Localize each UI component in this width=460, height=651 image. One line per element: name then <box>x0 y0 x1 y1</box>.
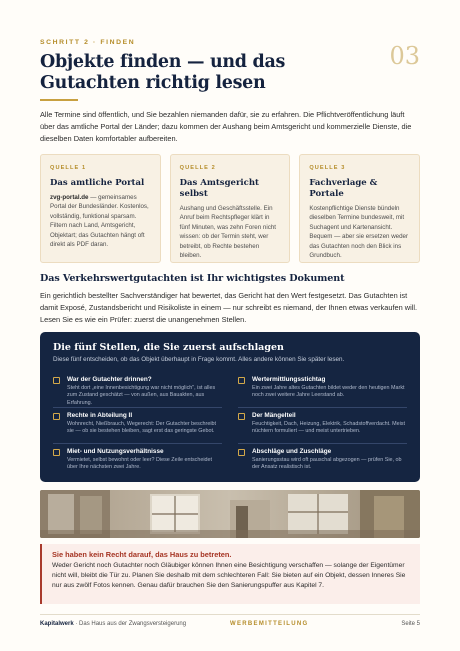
item-title: Rechte in Abteilung II <box>67 412 133 419</box>
warning-text: Weder Gericht noch Gutachter noch Gläubiger können Ihnen eine Besichtigung verschaffen — solange der Eigentümer nicht will, bleibt die Tür zu. Planen Sie deshalb mit dem schlechteren Fall: Sie bieten auf ein Objekt, dessen Inneres Sie nur aus zwölf Fotos kennen. Genau dafür brauchen Sie den Sanierungspuffer aus Kapitel 7. <box>52 562 406 590</box>
footer-left <box>40 621 186 627</box>
item-title: Der Mängelteil <box>252 412 296 419</box>
checkbox-icon <box>238 413 245 420</box>
title-rule <box>40 99 78 101</box>
card-title: Das Amtsgericht selbst <box>179 178 259 199</box>
item-desc: Steht dort „eine Innenbesichtigung war nicht möglich", ist alles zum Zustand geschätzt — von außen, aus Bauakten, aus Erfahrung. <box>67 385 216 406</box>
checkbox-icon <box>238 449 245 456</box>
footer-brand: Kapitalwerk <box>40 621 74 627</box>
checklist-box <box>40 332 420 482</box>
checklist-subtitle: Diese fünf entscheiden, ob das Objekt überhaupt in Frage kommt. Alles andere können Sie später lesen. <box>53 356 345 363</box>
card-title: Fachverlage & Portale <box>309 178 378 199</box>
warning-box <box>40 544 420 604</box>
checkbox-icon <box>53 449 60 456</box>
item-title: War der Gutachter drinnen? <box>67 376 152 383</box>
checkbox-icon <box>238 377 245 384</box>
page-title: Objekte finden — und das Gutachten richtig lesen <box>40 52 286 93</box>
checklist-item <box>238 448 407 480</box>
source-card-portal <box>40 154 161 263</box>
footer-center: WERBEMITTEILUNG <box>230 621 309 627</box>
checklist-item <box>238 376 407 408</box>
item-desc: Vermietet, selbst bewohnt oder leer? Diese Zeile entscheidet über Ihre nächsten zwei Jahre. <box>67 457 213 471</box>
checkbox-icon <box>53 377 60 384</box>
checklist-title: Die fünf Stellen, die Sie zuerst aufschlagen <box>53 342 284 353</box>
item-desc: Wohnrecht, Nießbrauch, Wegerecht: Der Gutachter beschreibt sie — ob sie bestehen bleiben, sagt erst das geringste Gebot. <box>67 421 217 435</box>
warning-title: Sie haben kein Recht darauf, das Haus zu betreten. <box>52 550 232 559</box>
step-label: SCHRITT 2 · FINDEN <box>40 39 136 46</box>
card-kicker: QUELLE 1 <box>50 165 87 171</box>
checklist-items <box>53 376 407 484</box>
card-text: Aushang und Geschäftsstelle. Ein Anruf beim Rechtspfleger klärt in fünf Minuten, was zehn Foren nicht wissen: ob der Termin steht, wer betreibt, ob Rechte bestehen bleiben. <box>179 205 276 260</box>
source-cards <box>40 154 420 263</box>
interior-photo <box>40 490 420 538</box>
card-body: — gemeinsames Portal der Bundesländer. Kostenlos, vollständig, funktional sparsam. Filtern nach Land, Amtsgericht, Objektart; das Gutachten hängt oft direkt als PDF daran. <box>50 194 149 249</box>
footer-page: Seite 5 <box>401 621 420 627</box>
item-desc: Sanierungsstau wird oft pauschal abgezogen — prüfen Sie, ob der Ansatz realistisch ist. <box>252 457 402 471</box>
checkbox-icon <box>53 413 60 420</box>
card-kicker: QUELLE 2 <box>179 165 216 171</box>
intro-paragraph: Alle Termine sind öffentlich, und Sie bezahlen niemanden dafür, sie zu erfahren. Die Pflichtveröffentlichung läuft über das amtliche Portal der Länder; dazu kommen der Aushang beim Amtsgericht und kommerzielle Dienste, die dieselben Daten komfortabler aufbereiten. <box>40 110 412 143</box>
card-lead: zvg-portal.de <box>50 194 89 201</box>
item-title: Miet- und Nutzungsverhältnisse <box>67 448 164 455</box>
checklist-item <box>53 448 222 480</box>
source-card-publishers <box>299 154 420 263</box>
interior-photo-illustration <box>40 490 420 538</box>
footer-divider <box>40 614 420 615</box>
source-card-court <box>170 154 291 263</box>
checklist-item <box>238 412 407 444</box>
card-text: Kostenpflichtige Dienste bündeln dieselben Termine bundesweit, mit Suchagent und Kartenansicht. Bequem — aber sie ersetzen weder das Gutachten noch den Blick ins Grundbuch. <box>309 205 409 260</box>
item-title: Abschläge und Zuschläge <box>252 448 332 455</box>
checklist-item <box>53 376 222 408</box>
card-text <box>50 193 152 249</box>
section-paragraph: Ein gerichtlich bestellter Sachverständiger hat bewertet, das Gericht hat den Wert festgesetzt. Das Gutachten ist damit Exposé, Zustandsbericht und Risikoliste in einem — nur schreibt es niemand, der Ihnen etwas verkaufen will. Lesen Sie es wie ein Prüfer: zuerst die unangenehmen Stellen. <box>40 291 418 324</box>
footer-doc-title: · Das Haus aus der Zwangsversteigerung <box>73 621 187 627</box>
section-heading: Das Verkehrswertgutachten ist Ihr wichtigstes Dokument <box>40 273 345 284</box>
item-desc: Ein zwei Jahre altes Gutachten bildet weder den heutigen Markt noch zwei weitere Jahre Leerstand ab. <box>252 385 405 399</box>
card-kicker: QUELLE 3 <box>309 165 346 171</box>
item-title: Wertermittlungsstichtag <box>252 376 326 383</box>
item-desc: Feuchtigkeit, Dach, Heizung, Elektrik, Schadstoffverdacht. Meist nüchtern formuliert — und meist untertrieben. <box>252 421 406 435</box>
checklist-item <box>53 412 222 444</box>
chapter-number: 03 <box>389 42 420 70</box>
card-title: Das amtliche Portal <box>50 178 145 188</box>
